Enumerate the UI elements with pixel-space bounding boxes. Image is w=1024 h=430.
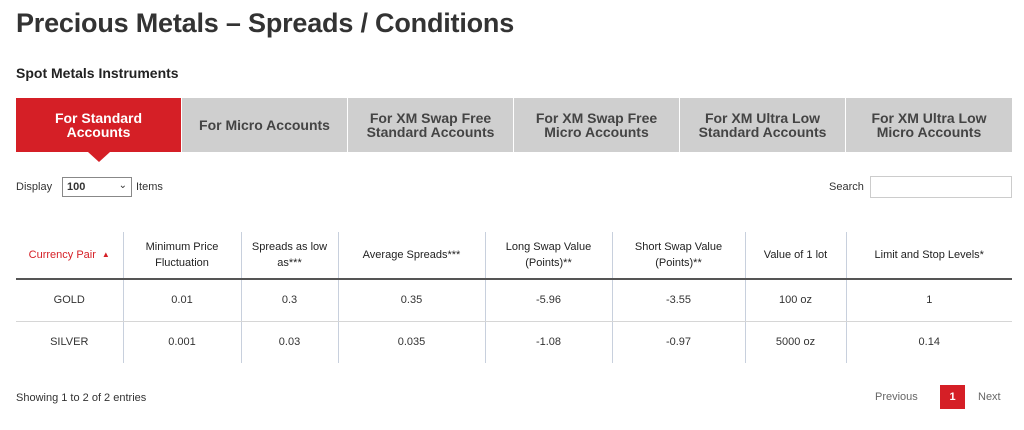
header-currency-pair[interactable]: Currency Pair ▲ bbox=[16, 232, 123, 279]
entries-info: Showing 1 to 2 of 2 entries bbox=[16, 392, 147, 404]
table-row bbox=[16, 279, 1012, 321]
header-lot-value[interactable]: Value of 1 lot bbox=[745, 232, 846, 279]
page-title: Precious Metals – Spreads / Conditions bbox=[16, 8, 515, 38]
header-spreads-low[interactable]: Spreads as low as*** bbox=[241, 232, 338, 279]
next-page-button[interactable]: Next bbox=[978, 391, 1001, 403]
tab-ultra-low-standard[interactable]: For XM Ultra Low Standard Accounts bbox=[680, 98, 846, 152]
account-tabs bbox=[16, 98, 1012, 152]
cell-average-spreads: 0.35 bbox=[338, 279, 485, 321]
header-short-swap[interactable]: Short Swap Value (Points)** bbox=[612, 232, 745, 279]
cell-min-price-fluctuation: 0.01 bbox=[123, 279, 241, 321]
header-limit-stop[interactable]: Limit and Stop Levels* bbox=[846, 232, 1012, 279]
cell-limit-stop: 0.14 bbox=[846, 321, 1012, 363]
cell-lot-value: 5000 oz bbox=[745, 321, 846, 363]
items-label: Items bbox=[136, 181, 163, 193]
cell-lot-value: 100 oz bbox=[745, 279, 846, 321]
spreads-table bbox=[16, 232, 1012, 363]
tab-ultra-low-micro[interactable]: For XM Ultra Low Micro Accounts bbox=[846, 98, 1012, 152]
pagination bbox=[0, 385, 1024, 409]
display-count-value: 100 bbox=[67, 181, 86, 193]
table-row bbox=[16, 321, 1012, 363]
cell-short-swap: -3.55 bbox=[612, 279, 745, 321]
cell-spreads-low: 0.3 bbox=[241, 279, 338, 321]
cell-spreads-low: 0.03 bbox=[241, 321, 338, 363]
page-1-button[interactable]: 1 bbox=[940, 385, 965, 409]
table-header-row bbox=[16, 232, 1012, 279]
tab-swap-free-micro[interactable]: For XM Swap Free Micro Accounts bbox=[514, 98, 680, 152]
previous-page-button[interactable]: Previous bbox=[875, 391, 918, 403]
tab-standard-accounts[interactable]: For Standard Accounts bbox=[16, 98, 182, 152]
cell-currency-pair: SILVER bbox=[50, 336, 89, 349]
cell-currency-pair: GOLD bbox=[16, 279, 123, 321]
tab-micro-accounts[interactable]: For Micro Accounts bbox=[182, 98, 348, 152]
cell-average-spreads: 0.035 bbox=[338, 321, 485, 363]
cell-min-price-fluctuation: 0.001 bbox=[123, 321, 241, 363]
cell-long-swap: -5.96 bbox=[485, 279, 612, 321]
display-label: Display bbox=[16, 181, 53, 193]
display-count-select[interactable] bbox=[62, 177, 132, 197]
cell-limit-stop: 1 bbox=[846, 279, 1012, 321]
sort-asc-icon: ▲ bbox=[101, 250, 110, 259]
tab-swap-free-standard[interactable]: For XM Swap Free Standard Accounts bbox=[348, 98, 514, 152]
search-label: Search bbox=[829, 181, 864, 193]
header-min-price-fluctuation[interactable]: Minimum Price Fluctuation bbox=[123, 232, 241, 279]
cell-long-swap: -1.08 bbox=[485, 321, 612, 363]
cell-short-swap: -0.97 bbox=[612, 321, 745, 363]
header-average-spreads[interactable]: Average Spreads*** bbox=[338, 232, 485, 279]
header-long-swap[interactable]: Long Swap Value (Points)** bbox=[485, 232, 612, 279]
table-controls bbox=[16, 176, 1012, 198]
section-subtitle: Spot Metals Instruments bbox=[16, 65, 179, 81]
search-input[interactable] bbox=[870, 176, 1012, 198]
chevron-down-icon: ⌄ bbox=[118, 180, 127, 191]
